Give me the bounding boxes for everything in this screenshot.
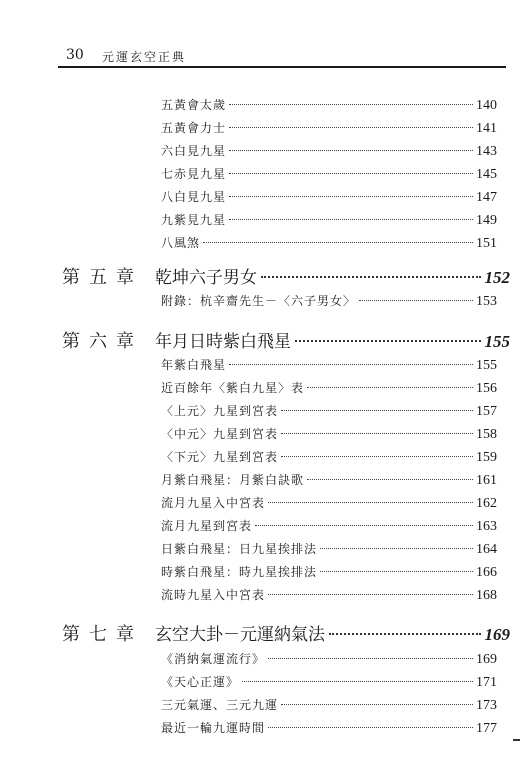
toc-entry — [161, 96, 497, 118]
toc-entry-label: 〈中元〉九星到宮表 — [161, 427, 279, 441]
dot-leader — [281, 456, 473, 457]
toc-entry-label: 〈下元〉九星到宮表 — [161, 450, 279, 464]
book-title: 元運玄空正典 — [102, 50, 187, 64]
toc-entry — [161, 425, 497, 447]
dot-leader — [229, 219, 473, 220]
toc-entry-label: 流時九星入中宮表 — [161, 588, 266, 602]
toc-entry-label: 〈上元〉九星到宮表 — [161, 404, 279, 418]
chapter-heading — [62, 620, 510, 648]
dot-leader — [268, 502, 473, 503]
toc-entry-label: 月紫白飛星：月紫白訣歌 — [161, 473, 305, 487]
toc-entry-label: 五黃會力士 — [161, 121, 227, 135]
dot-leader — [268, 727, 473, 728]
toc-entry-page: 153 — [476, 294, 497, 309]
toc-entry-page: 163 — [476, 519, 497, 534]
toc-entry-page: 161 — [476, 473, 497, 488]
toc-entry-page: 151 — [476, 236, 497, 251]
toc-entry-label: 附錄：杭辛齋先生－〈六子男女〉 — [161, 294, 357, 308]
toc-entry-page: 177 — [476, 721, 497, 736]
toc-entry-label: 《消納氣運流行》 — [161, 652, 266, 666]
dot-leader — [203, 242, 473, 243]
toc-entry — [161, 517, 497, 539]
dot-leader — [229, 364, 473, 365]
chapter-title: 玄空大卦－元運納氣法 — [155, 625, 325, 645]
toc-entry-label: 近百餘年〈紫白九星〉表 — [161, 381, 305, 395]
dot-leader — [229, 127, 473, 128]
toc-entry-page: 171 — [476, 675, 497, 690]
toc-entry — [161, 673, 497, 695]
header-rule — [58, 66, 506, 68]
page-number: 30 — [66, 47, 84, 63]
toc-entry-label: 時紫白飛星：時九星挨排法 — [161, 565, 318, 579]
toc-entry-page: 140 — [476, 98, 497, 113]
chapter-heading — [62, 327, 510, 355]
dot-leader — [268, 658, 473, 659]
toc-entry-page: 166 — [476, 565, 497, 580]
toc-entry-page: 147 — [476, 190, 497, 205]
toc-entry — [161, 563, 497, 585]
toc-entry — [161, 696, 497, 718]
toc-entry — [161, 494, 497, 516]
chapter-title: 乾坤六子男女 — [155, 268, 257, 288]
chapter-number: 第六章 — [62, 331, 143, 352]
dot-leader — [359, 300, 473, 301]
dot-leader — [329, 633, 481, 635]
toc-entry-page: 159 — [476, 450, 497, 465]
chapter-number: 第五章 — [62, 267, 143, 288]
toc-entry-label: 三元氣運、三元九運 — [161, 698, 279, 712]
toc-entry — [161, 586, 497, 608]
dot-leader — [229, 196, 473, 197]
dot-leader — [307, 479, 473, 480]
chapter-heading — [62, 263, 510, 291]
toc-entry — [161, 292, 497, 314]
toc-entry — [161, 379, 497, 401]
dot-leader — [242, 681, 473, 682]
toc-entry-label: 五黃會太歲 — [161, 98, 227, 112]
toc-entry-page: 169 — [476, 652, 497, 667]
dot-leader — [229, 104, 473, 105]
dot-leader — [295, 340, 481, 342]
toc-entry-label: 年紫白飛星 — [161, 358, 227, 372]
dot-leader — [281, 433, 473, 434]
toc-entry-page: 162 — [476, 496, 497, 511]
toc-entry — [161, 650, 497, 672]
chapter-title: 年月日時紫白飛星 — [155, 332, 291, 352]
toc-entry — [161, 165, 497, 187]
chapter-page: 155 — [484, 332, 510, 351]
dot-leader — [261, 276, 481, 278]
toc-entry-label: 流月九星到宮表 — [161, 519, 253, 533]
toc-entry-page: 157 — [476, 404, 497, 419]
page-edge-mark — [513, 739, 520, 741]
toc-entry — [161, 402, 497, 424]
toc-entry — [161, 142, 497, 164]
dot-leader — [320, 571, 473, 572]
toc-entry-page: 155 — [476, 358, 497, 373]
toc-entry — [161, 719, 497, 741]
toc-entry — [161, 234, 497, 256]
toc-entry-label: 《天心正運》 — [161, 675, 240, 689]
chapter-page: 152 — [484, 268, 510, 287]
toc-entry-label: 八白見九星 — [161, 190, 227, 204]
toc-entry — [161, 471, 497, 493]
toc-entry-page: 158 — [476, 427, 497, 442]
toc-entry-page: 143 — [476, 144, 497, 159]
dot-leader — [268, 594, 473, 595]
toc-entry — [161, 448, 497, 470]
toc-entry — [161, 211, 497, 233]
toc-entry-label: 日紫白飛星：日九星挨排法 — [161, 542, 318, 556]
dot-leader — [229, 173, 473, 174]
toc-entry-page: 149 — [476, 213, 497, 228]
dot-leader — [307, 387, 473, 388]
dot-leader — [281, 410, 473, 411]
toc-entry-label: 七赤見九星 — [161, 167, 227, 181]
toc-entry-page: 156 — [476, 381, 497, 396]
running-header — [58, 44, 506, 66]
toc-entry-page: 173 — [476, 698, 497, 713]
toc-entry-page: 141 — [476, 121, 497, 136]
toc-entry-label: 流月九星入中宮表 — [161, 496, 266, 510]
toc-entry — [161, 356, 497, 378]
toc-entry-label: 九紫見九星 — [161, 213, 227, 227]
dot-leader — [320, 548, 473, 549]
chapter-page: 169 — [484, 625, 510, 644]
dot-leader — [229, 150, 473, 151]
toc-entry-page: 164 — [476, 542, 497, 557]
dot-leader — [281, 704, 473, 705]
toc-entry-page: 145 — [476, 167, 497, 182]
toc-entry-label: 八風煞 — [161, 236, 201, 250]
toc-entry — [161, 540, 497, 562]
toc-entry-page: 168 — [476, 588, 497, 603]
chapter-number: 第七章 — [62, 624, 143, 645]
toc-entry — [161, 188, 497, 210]
dot-leader — [255, 525, 473, 526]
toc-entry-label: 六白見九星 — [161, 144, 227, 158]
toc-entry — [161, 119, 497, 141]
toc-entry-label: 最近一輪九運時間 — [161, 721, 266, 735]
